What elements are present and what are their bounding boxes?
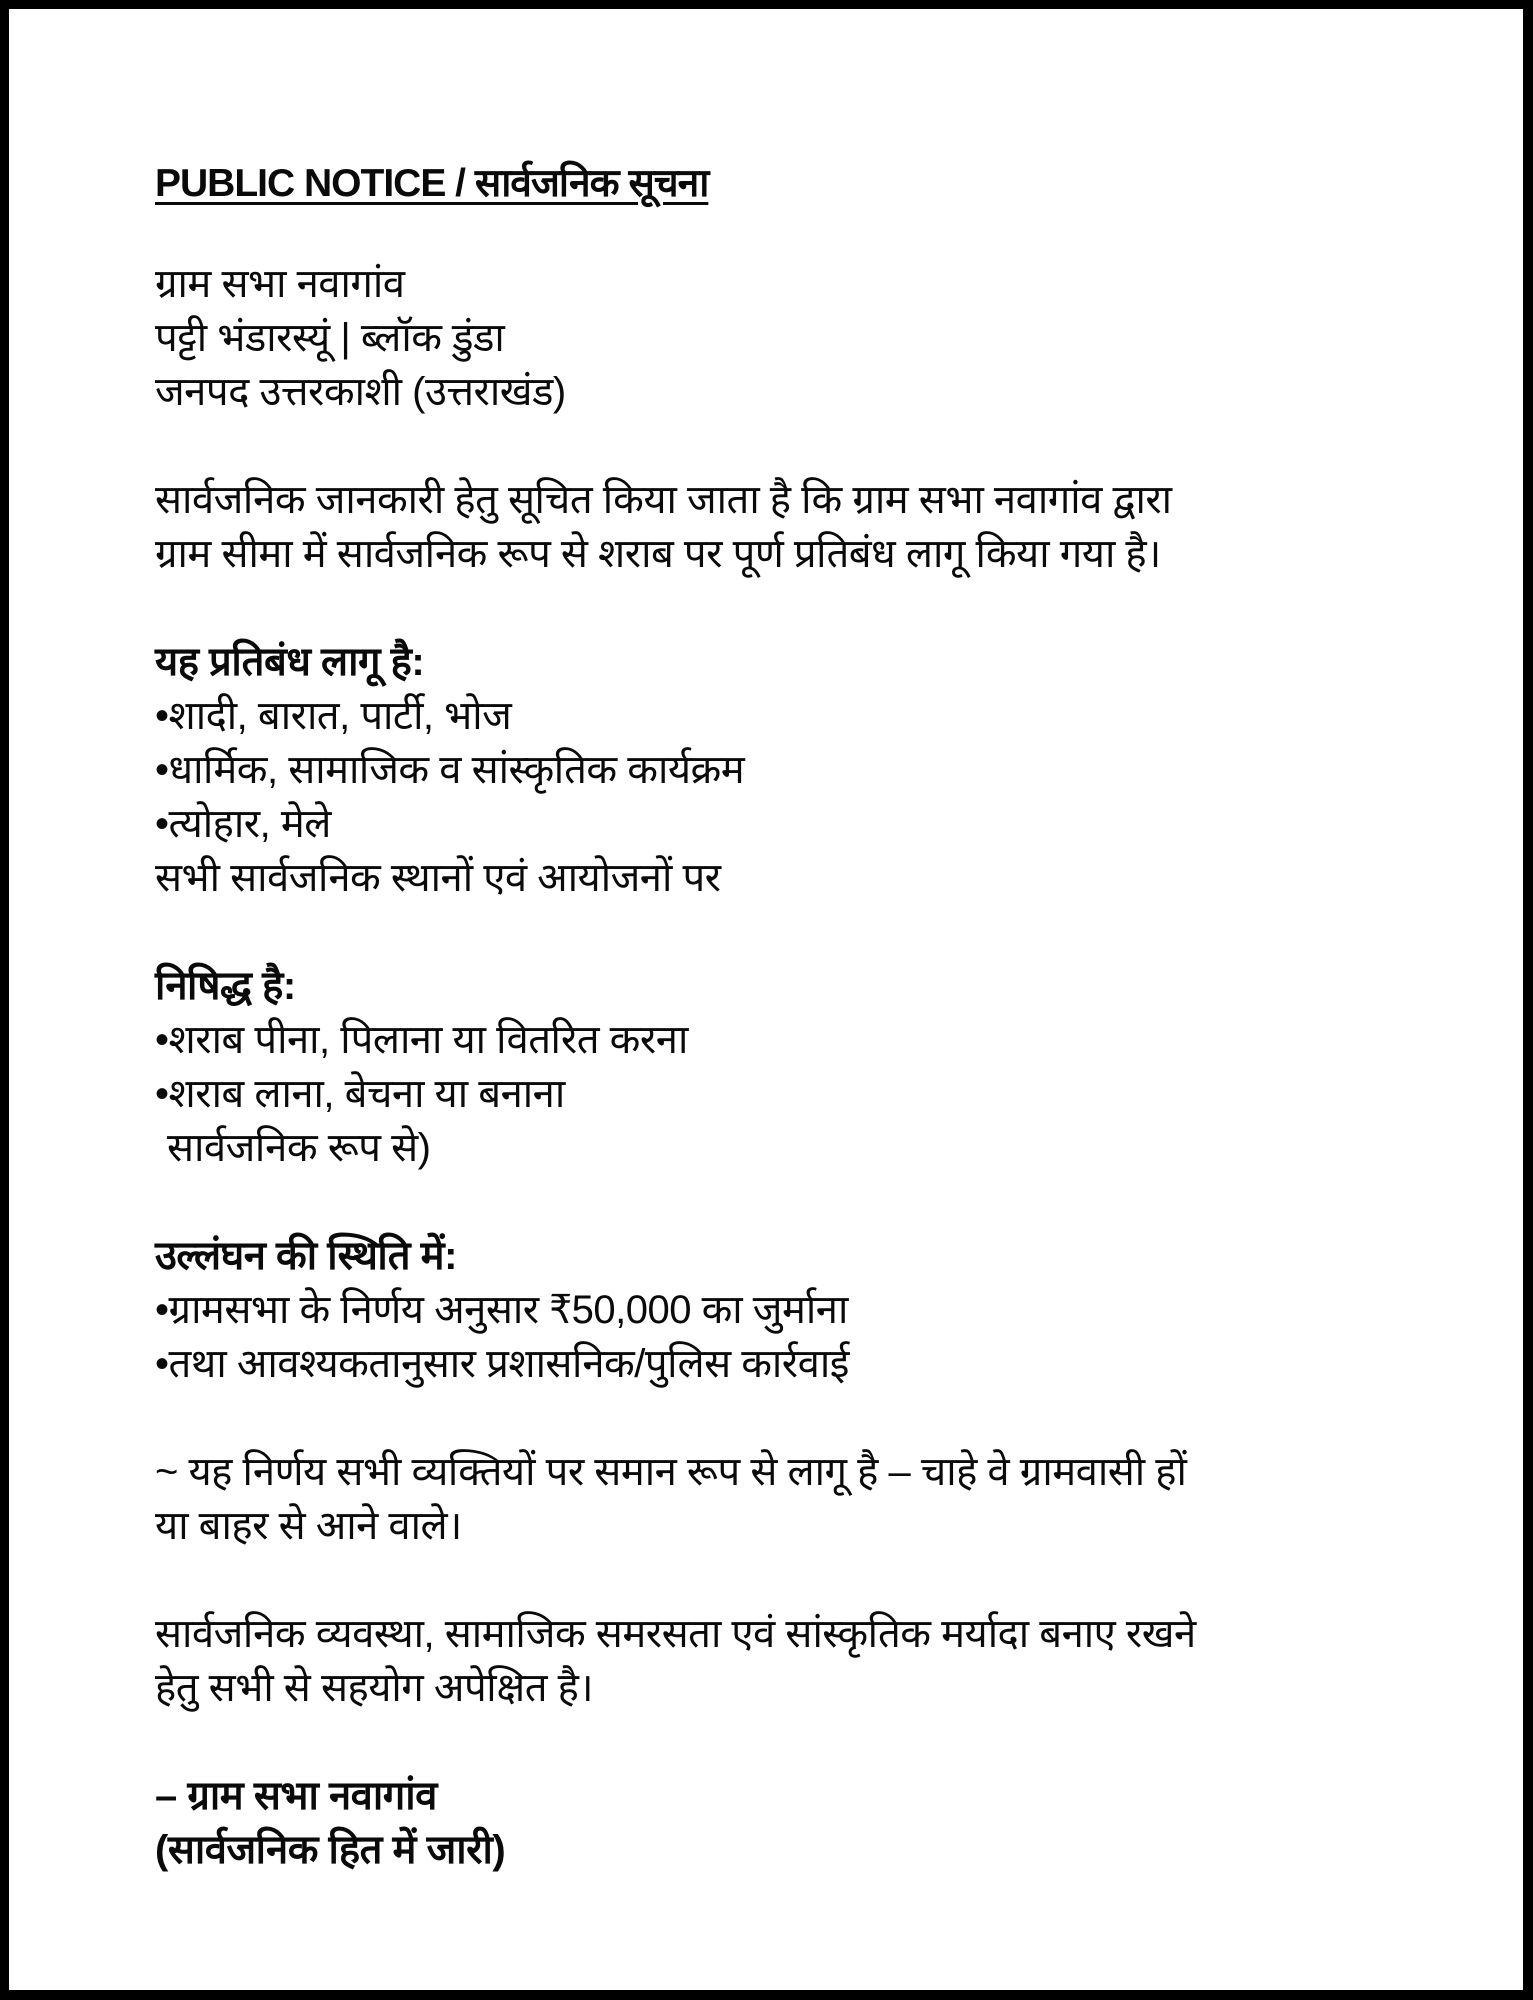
applicability-line: या बाहर से आने वाले। [155, 1504, 462, 1548]
appeal-line: हेतु सभी से सहयोग अपेक्षित है। [155, 1666, 594, 1710]
prohibited-footer: सार्वजनिक रूप से) [167, 1126, 431, 1170]
prohibited-item: •शराब लाना, बेचना या बनाना [155, 1072, 565, 1116]
violation-section [155, 1229, 1405, 1391]
address-line-district: जनपद उत्तरकाशी (उत्तराखंड) [155, 370, 566, 414]
intro-line: सार्वजनिक जानकारी हेतु सूचित किया जाता है कि ग्राम सभा नवागांव द्वारा [155, 478, 1172, 522]
prohibited-heading: निषिद्ध है: [155, 964, 296, 1008]
violation-item: •ग्रामसभा के निर्णय अनुसार ₹50,000 का जुर्माना [155, 1288, 848, 1332]
notice-title: PUBLIC NOTICE / सार्वजनिक सूचना [155, 162, 709, 205]
violation-item: •तथा आवश्यकतानुसार प्रशासनिक/पुलिस कार्रवाई [155, 1342, 849, 1386]
applies-heading: यह प्रतिबंध लागू है: [155, 640, 425, 684]
address-line-block: पट्टी भंडारस्यूं | ब्लॉक डुंडा [155, 316, 505, 360]
signature-note: (सार्वजनिक हित में जारी) [155, 1828, 506, 1872]
notice-page [9, 9, 1523, 1990]
appeal-line: सार्वजनिक व्यवस्था, सामाजिक समरसता एवं सांस्कृतिक मर्यादा बनाए रखने [155, 1612, 1196, 1656]
prohibited-item: •शराब पीना, पिलाना या वितरित करना [155, 1018, 688, 1062]
applies-footer: सभी सार्वजनिक स्थानों एवं आयोजनों पर [155, 856, 721, 900]
applicability-line: ~ यह निर्णय सभी व्यक्तियों पर समान रूप से लागू है – चाहे वे ग्रामवासी हों [155, 1450, 1187, 1494]
intro-line: ग्राम सीमा में सार्वजनिक रूप से शराब पर पूर्ण प्रतिबंध लागू किया गया है। [155, 532, 1161, 576]
applies-item: •त्योहार, मेले [155, 802, 331, 846]
signature-block [155, 1769, 1405, 1877]
applicability-paragraph [155, 1445, 1405, 1553]
intro-paragraph [155, 473, 1405, 581]
signature-issuer: – ग्राम सभा नवागांव [155, 1774, 437, 1818]
address-block [155, 257, 1405, 419]
applies-item: •धार्मिक, सामाजिक व सांस्कृतिक कार्यक्रम [155, 748, 745, 792]
applies-item: •शादी, बारात, पार्टी, भोज [155, 694, 512, 738]
notice-content [155, 155, 1405, 1877]
violation-heading: उल्लंघन की स्थिति में: [155, 1234, 457, 1278]
applies-section [155, 635, 1405, 905]
address-line-village: ग्राम सभा नवागांव [155, 262, 405, 306]
appeal-paragraph [155, 1607, 1405, 1715]
prohibited-section [155, 959, 1405, 1175]
